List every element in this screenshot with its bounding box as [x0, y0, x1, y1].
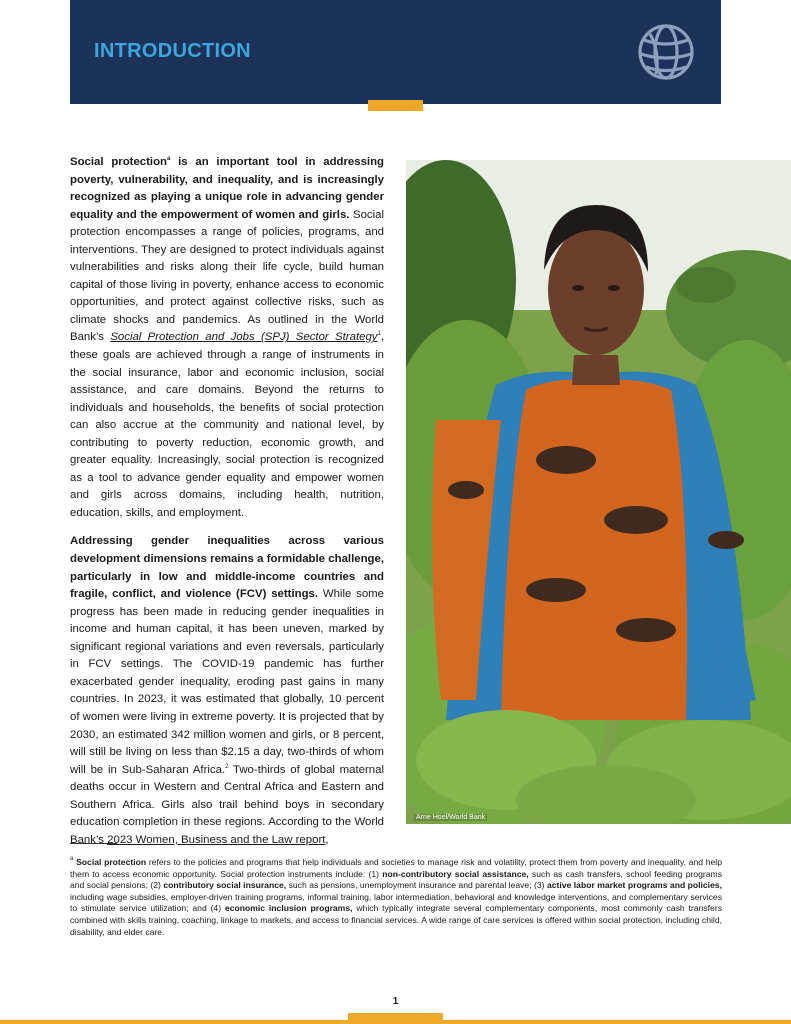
- woman-in-cassava-field-photo: [406, 160, 791, 824]
- paragraph-1: Social protection$^a$ is an important tool in addressing poverty, vulnerability, and inequality, and is increasingly recognized as playing a unique role in advancing gender equality and the empowerment of women and girls. Social protection encompasses a range of policies, programs, and interventions. They are designed to protect individuals against vulnerabilities and risks along their life cycle, build human capital of those living in poverty, enhance access to economic opportunities, and protect against collective risks, such as climate shocks and pandemics. As outlined in the World Bank’s Social Protection and Jobs (SPJ) Sector Strategy$^1$, these goals are achieved through a range of instruments in the social insurance, labor and economic inclusion, social assistance, and care domains. Beyond the returns to individuals and households, the benefits of social protection can also accrue at the community and national level, by contributing to poverty reduction, economic growth, and greater equality. Increasingly, social protection is recognized as a tool to advance gender equality and empower women and girls across domains, including health, nutrition, education, skills, and employment.: [70, 156, 385, 519]
- section-title: INTRODUCTION: [94, 40, 251, 62]
- footnote: $^a$ Social protection refers to the policies and programs that help individuals and societies to manage risk and volatility, protect them from poverty and inequality, and help them to access economic opportunity. Social protection instruments include: (1) non-contributory social assistance, such as cash transfers, school feeding programs and social pensions; (2) contributory social insurance, such as pensions, unemployment insurance and parental leave; (3) active labor market programs and policies, including wage subsidies, employer-driven training programs, informal training, labor intermediation, behavioral and knowledge interventions, and complementary services to stimulate service utilization; and (4) economic inclusion programs, which typically integrate several complementary components, most commonly cash transfers combined with skills training, coaching, linkage to markets, and access to financial services. A wide range of care services is offered within social protection, including child, disability, and elder care.: [70, 856, 723, 937]
- footnote-marker: a: [167, 156, 171, 162]
- footnote-divider: [70, 843, 117, 844]
- endnote-marker: 1: [377, 331, 381, 338]
- globe-icon: [636, 22, 696, 82]
- wbl-report-link[interactable]: 2023 Women, Business and the Law report: [107, 833, 326, 846]
- photo-credit: Arne Hoel/World Bank: [416, 814, 486, 821]
- endnote-marker: 2: [225, 763, 229, 770]
- header-accent-tab: [368, 100, 423, 111]
- spj-strategy-link[interactable]: Social Protection and Jobs (SPJ) Sector Strategy: [110, 331, 378, 344]
- paragraph-1-lead: Social protection$^a$ is an important tool in addressing poverty, vulnerability, and inequality, and is increasingly recognized as playing a unique role in advancing gender equality and the empowerment of women and girls.: [70, 156, 385, 221]
- footnote-marker: a: [70, 856, 74, 862]
- body-text-column: [70, 154, 384, 860]
- paragraph-2-lead: Addressing gender inequalities across various development dimensions remains a formidable challenge, particularly in low and middle-income countries and fragile, conflict, and violence (FCV) settings.: [70, 535, 384, 601]
- paragraph-2: Addressing gender inequalities across various development dimensions remains a formidable challenge, particularly in low and middle-income countries and fragile, conflict, and violence (FCV) settings. While some progress has been made in reducing gender inequalities in income and human capital, it has been uneven, marked by significant regional variations and even reversals, particularly in FCV settings. The COVID-19 pandemic has further exacerbated gender inequality, eroding past gains in many countries. In 2023, it was estimated that globally, 10 percent of women were living in extreme poverty. It is projected that by 2030, an estimated 342 million women and girls, or 8 percent, will still be living on less than $2.15 a day, two-thirds of whom will be in Sub-Saharan Africa.$^2$ Two-thirds of global maternal deaths occur in Western and Central Africa and Eastern and Southern Africa. Girls also trail behind boys in secondary education completion in these regions. According to the World Bank’s 2023 Women, Business and the Law report,: [70, 535, 384, 846]
- page-number: 1: [392, 996, 399, 1007]
- page-header: [70, 0, 721, 104]
- footer-accent-tab: [348, 1013, 443, 1024]
